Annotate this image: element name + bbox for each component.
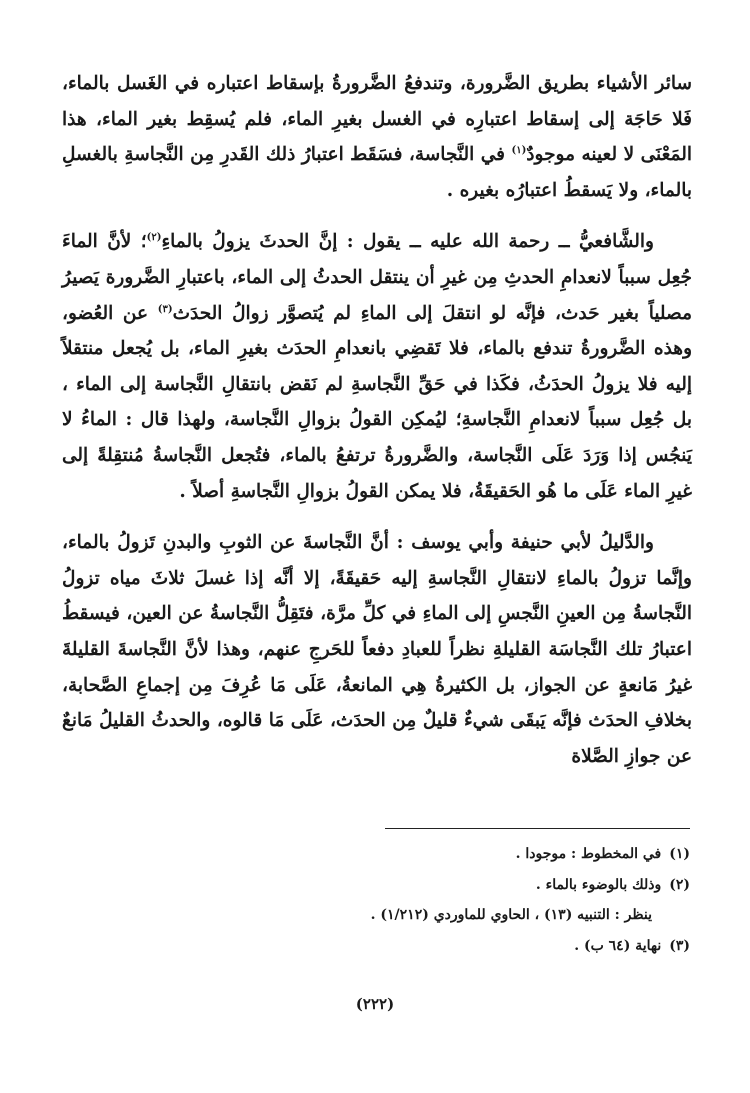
footnotes	[62, 839, 690, 961]
footnote-number: (١)	[669, 846, 690, 862]
main-text	[62, 66, 692, 774]
paragraph-text: عن العُضو، وهذه الضَّرورةُ تندفع بالماء، فلا تَقضِي بانعدامِ الحدَث بغيرِ الماء، بل يُجعل منتقلاً إليه فلا يزولُ الحدَثُ، فكَذا في حَقِّ النَّجاسةِ لم نَقض بانتقالِ النَّجاسة إلى الماء ، بل جُعِل سبباً لانعدامِ النَّجاسةِ؛ ليُمكِن القولُ بزوالِ النَّجاسة، ولهذا قال : الماءُ لا يَنجُس إذا وَرَدَ عَلَى النَّجاسة، والضَّرورةُ ترتفعُ بالماء، فتُجعل النَّجاسةُ مُنتقِلةً إلى غيرِ الماء عَلَى ما هُو الحَقيقَةُ، فلا يمكن القولُ بزوالِ النَّجاسةِ أصلاً .	[62, 302, 692, 502]
footnote-number: (٢)	[669, 876, 690, 893]
footnote-ref-1: (١)	[511, 145, 527, 157]
paragraph-1	[62, 66, 692, 208]
paragraph-2	[62, 224, 692, 509]
page-number: (٢٢٢)	[355, 995, 395, 1013]
footnote-text: نهاية (٦٤ ب) .	[574, 937, 662, 954]
paragraph-text: ؛ لأنَّ الماءَ جُعِل سبباً لانعدامِ الحدثِ مِن غيرِ أن ينتقل الحدثُ إلى الماء، باعتبارِ الضَّرورة يَصيرُ مصلياً بغير حَدث، فإنَّه لو انتقلَ إلى الماءِ لم يُتصوَّر زوالُ الحدَث	[62, 231, 692, 324]
footnote-ref-3: (٣)	[157, 303, 173, 315]
footnote-1	[62, 839, 690, 870]
paragraph-3	[62, 525, 692, 774]
paragraph-text: والدَّليلُ لأبي حنيفة وأبي يوسف : أنَّ النَّجاسةَ عن الثوبِ والبدنِ تَزولُ بالماء، وإنَّما تزولُ بالماءِ لانتقالِ النَّجاسةِ إليه حَقيقَةً، إلا أنَّه إذا غسلَ ثلاثَ مياه تزولُ النَّجاسةُ مِن العينِ النَّجسِ إلى الماءِ في كلِّ مرَّة، فتَقِلُّ النَّجاسةُ عن العين، فيسقطُ اعتبارُ تلك النَّجاسَة القليلةِ نظراً للعبادِ دفعاً للحَرجِ عنهم، وهذا لأنَّ النَّجاسةَ القليلةَ غيرُ مَانعةٍ عن الجواز، بل الكثيرةُ هِي المانعةُ، عَلَى مَا عُرِفَ مِن إجماعِ الصَّحابة، بخلافِ الحدَث فإنَّه يَبقَى شيءٌ قليلٌ مِن الحدَث، عَلَى مَا قالوه، والحدثُ القليلُ مَانعٌ عن جوازِ الصَّلاة	[62, 532, 692, 767]
footnote-text: ينظر : التنبيه (١٣) ، الحاوي للماوردي (١/٢١٢) .	[370, 907, 652, 923]
footnote-2	[62, 870, 690, 901]
paragraph-text: والشَّافعيُّ ــ رحمة الله عليه ــ يقول : إنَّ الحدثَ يزولُ بالماءِ	[161, 231, 654, 253]
footnote-number: (٣)	[669, 937, 690, 954]
footnote-ref-2: (٢)	[146, 232, 162, 244]
footnote-3	[62, 931, 690, 962]
paragraph-text: في النَّجاسة، فسَقَط اعتبارُ ذلك القَدرِ مِن النَّجاسةِ بالغسلِ بالماء، ولا يَسقطُ اعتبارُه بغيره .	[62, 144, 692, 201]
footnote-divider	[385, 828, 690, 829]
footnote-text: وذلك بالوضوء بالماء .	[535, 876, 662, 893]
paragraph-text: سائر الأشياء بطريق الضَّرورة، وتندفعُ الضَّرورةُ بإسقاط اعتباره في الغَسل بالماء، فَلا حَاجَة إلى إسقاط اعتبارِه في الغسل بغيرِ الماء، فلم يُسقِط بغير الماء، هذا المَعْنَى لا لعينه موجودٌ	[62, 73, 692, 166]
footnote-text: في المخطوط : موجودا .	[515, 846, 662, 862]
footnote-2-continued	[62, 900, 690, 931]
